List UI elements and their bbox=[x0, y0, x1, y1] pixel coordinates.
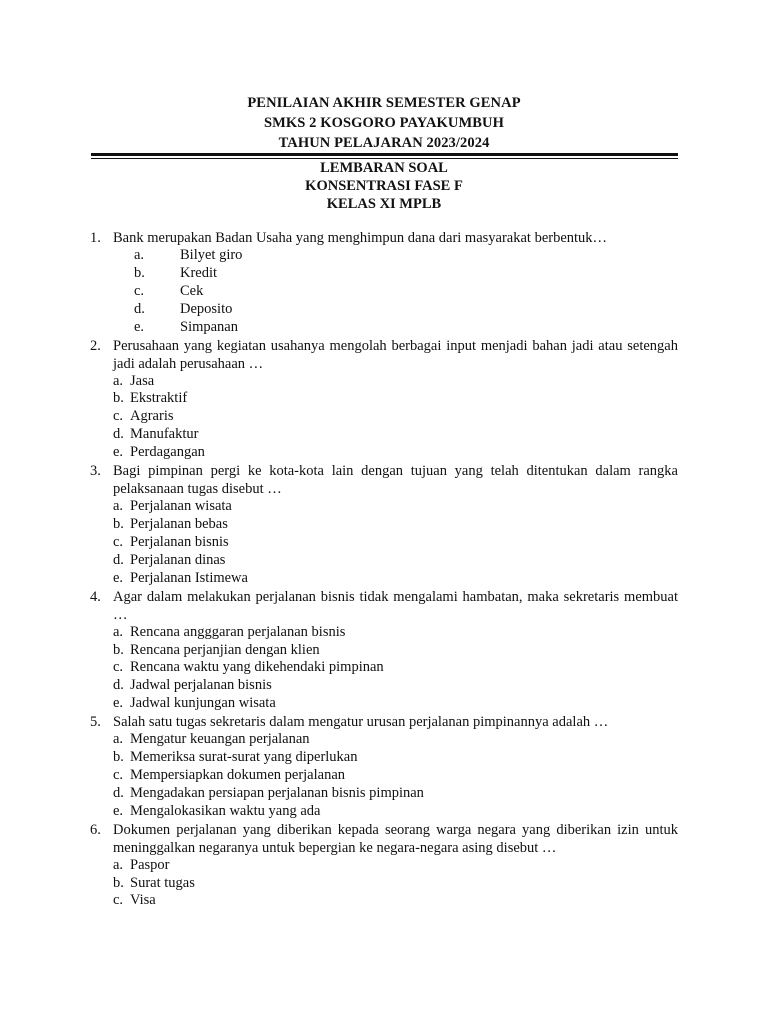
option-text: Rencana angggaran perjalanan bisnis bbox=[130, 623, 346, 640]
school-name: SMKS 2 KOSGORO PAYAKUMBUH bbox=[263, 115, 505, 131]
option-item bbox=[113, 498, 678, 516]
option-text: Mengadakan persiapan perjalanan bisnis pimpinan bbox=[130, 784, 424, 801]
option-text: Visa bbox=[130, 892, 156, 909]
option-letter: a. bbox=[113, 623, 124, 640]
option-text: Manufaktur bbox=[130, 426, 199, 443]
sheet-title: LEMBARAN SOAL bbox=[320, 160, 448, 176]
option-text: Mengalokasikan waktu yang ada bbox=[130, 802, 321, 819]
option-text: Kredit bbox=[180, 264, 218, 281]
option-letter: b. bbox=[113, 641, 124, 658]
option-list bbox=[90, 498, 678, 588]
option-item bbox=[113, 408, 678, 426]
option-text: Agraris bbox=[130, 408, 174, 425]
option-text: Perjalanan dinas bbox=[130, 551, 226, 568]
option-item bbox=[113, 444, 678, 462]
option-letter: d. bbox=[113, 551, 124, 568]
option-item bbox=[113, 516, 678, 534]
option-item bbox=[113, 857, 678, 875]
option-list bbox=[90, 731, 678, 821]
option-item bbox=[113, 534, 678, 552]
option-item bbox=[113, 677, 678, 695]
question-item bbox=[90, 588, 678, 714]
option-list bbox=[90, 247, 678, 337]
question-number: 3. bbox=[90, 463, 101, 480]
question-text: Dokumen perjalanan yang diberikan kepada seorang warga negara yang diberikan izin untuk meninggalkan negaranya untuk bepergian ke negara-negara asing disebut … bbox=[113, 821, 678, 856]
option-list bbox=[90, 857, 678, 911]
option-letter: c. bbox=[113, 408, 124, 425]
option-letter: e. bbox=[113, 569, 124, 586]
option-text: Perjalanan bisnis bbox=[130, 533, 229, 550]
option-item bbox=[134, 265, 678, 283]
question-number: 2. bbox=[90, 337, 101, 354]
option-text: Paspor bbox=[130, 856, 170, 873]
option-item bbox=[134, 247, 678, 265]
option-letter: a. bbox=[113, 731, 124, 748]
question-item bbox=[90, 337, 678, 463]
option-letter: b. bbox=[113, 874, 124, 891]
option-item bbox=[113, 552, 678, 570]
concentration-phase: KONSENTRASI FASE F bbox=[305, 178, 463, 194]
academic-year: TAHUN PELAJARAN 2023/2024 bbox=[278, 135, 490, 151]
option-item bbox=[113, 875, 678, 893]
question-item bbox=[90, 462, 678, 588]
option-letter: a. bbox=[134, 247, 145, 263]
option-letter: a. bbox=[113, 372, 124, 389]
option-letter: e. bbox=[134, 318, 145, 335]
option-letter: a. bbox=[113, 498, 124, 515]
option-letter: b. bbox=[113, 390, 124, 407]
option-item bbox=[113, 695, 678, 713]
option-item bbox=[113, 785, 678, 803]
option-item bbox=[113, 624, 678, 642]
option-letter: c. bbox=[113, 766, 124, 783]
option-text: Surat tugas bbox=[130, 874, 195, 891]
option-text: Perdagangan bbox=[130, 444, 205, 461]
option-letter: c. bbox=[113, 892, 124, 909]
option-letter: b. bbox=[113, 749, 124, 766]
question-number: 5. bbox=[90, 714, 101, 731]
option-letter: c. bbox=[113, 659, 124, 676]
option-letter: d. bbox=[113, 426, 124, 443]
question-item bbox=[90, 229, 678, 337]
exam-title: PENILAIAN AKHIR SEMESTER GENAP bbox=[247, 95, 521, 111]
option-text: Perjalanan wisata bbox=[130, 498, 232, 515]
class-name: KELAS XI MPLB bbox=[326, 196, 442, 212]
option-text: Jadwal perjalanan bisnis bbox=[130, 677, 272, 694]
question-text: Bagi pimpinan pergi ke kota-kota lain dengan tujuan yang telah ditentukan dalam rangka pelaksanaan tugas disebut … bbox=[113, 463, 678, 498]
option-item bbox=[113, 731, 678, 749]
option-item bbox=[113, 749, 678, 767]
option-letter: a. bbox=[113, 856, 124, 873]
exam-header bbox=[0, 93, 768, 153]
option-letter: c. bbox=[134, 282, 145, 299]
question-item bbox=[90, 713, 678, 821]
question-number: 1. bbox=[90, 230, 101, 246]
question-text: Salah satu tugas sekretaris dalam mengatur urusan perjalanan pimpinannya adalah … bbox=[113, 714, 609, 731]
option-item bbox=[113, 767, 678, 785]
option-text: Bilyet giro bbox=[180, 247, 243, 263]
option-text: Jasa bbox=[130, 372, 155, 389]
option-letter: d. bbox=[113, 784, 124, 801]
option-item bbox=[113, 803, 678, 821]
option-list bbox=[90, 373, 678, 463]
option-item bbox=[134, 301, 678, 319]
option-item bbox=[113, 373, 678, 391]
option-text: Perjalanan Istimewa bbox=[130, 569, 248, 586]
option-letter: b. bbox=[113, 515, 124, 532]
question-number: 6. bbox=[90, 821, 101, 838]
option-text: Ekstraktif bbox=[130, 390, 188, 407]
option-letter: b. bbox=[134, 264, 145, 281]
option-item bbox=[113, 892, 678, 910]
option-text: Simpanan bbox=[180, 318, 238, 335]
option-item bbox=[134, 319, 678, 337]
option-list bbox=[90, 624, 678, 714]
option-text: Mengatur keuangan perjalanan bbox=[130, 731, 310, 748]
option-item bbox=[113, 426, 678, 444]
option-text: Cek bbox=[180, 282, 204, 299]
option-item bbox=[134, 283, 678, 301]
option-letter: d. bbox=[134, 300, 145, 317]
question-list bbox=[90, 229, 678, 910]
option-letter: e. bbox=[113, 695, 124, 712]
option-item bbox=[113, 390, 678, 408]
option-text: Rencana waktu yang dikehendaki pimpinan bbox=[130, 659, 384, 676]
option-letter: d. bbox=[113, 677, 124, 694]
option-item bbox=[113, 659, 678, 677]
question-text: Perusahaan yang kegiatan usahanya mengolah berbagai input menjadi bahan jadi atau setengah jadi adalah perusahaan … bbox=[113, 337, 678, 372]
option-letter: e. bbox=[113, 444, 124, 461]
option-text: Mempersiapkan dokumen perjalanan bbox=[130, 766, 346, 783]
option-text: Deposito bbox=[180, 300, 233, 317]
option-letter: e. bbox=[113, 802, 124, 819]
sheet-subheader bbox=[0, 159, 768, 213]
question-item bbox=[90, 821, 678, 911]
option-text: Memeriksa surat-surat yang diperlukan bbox=[130, 749, 358, 766]
question-text: Agar dalam melakukan perjalanan bisnis tidak mengalami hambatan, maka sekretaris membuat … bbox=[113, 588, 678, 623]
question-text: Bank merupakan Badan Usaha yang menghimpun dana dari masyarakat berbentuk… bbox=[113, 230, 608, 246]
option-item bbox=[113, 642, 678, 660]
option-text: Jadwal kunjungan wisata bbox=[130, 695, 276, 712]
option-text: Rencana perjanjian dengan klien bbox=[130, 641, 320, 658]
option-item bbox=[113, 570, 678, 588]
option-letter: c. bbox=[113, 533, 124, 550]
header-divider-thick bbox=[91, 153, 678, 156]
question-number: 4. bbox=[90, 588, 101, 605]
option-text: Perjalanan bebas bbox=[130, 515, 228, 532]
